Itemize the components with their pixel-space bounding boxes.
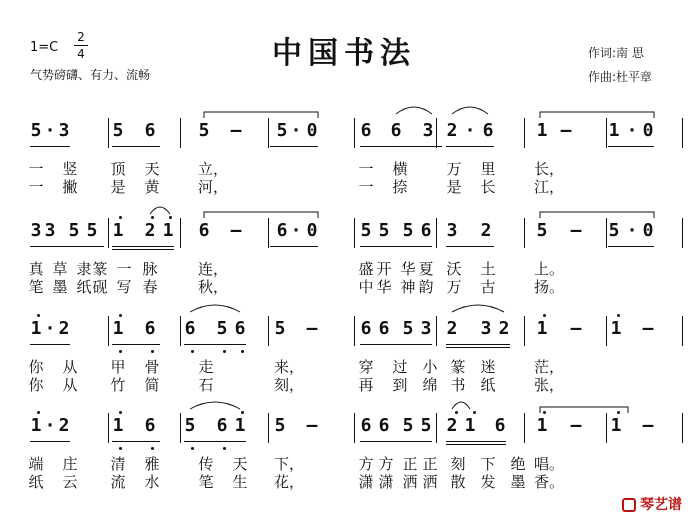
note: 1 [464, 415, 476, 436]
octave-dot-high [543, 314, 546, 317]
note: 2 [446, 120, 458, 141]
lyric-syllable: 小 [422, 358, 438, 376]
note: · [626, 220, 638, 241]
note: 2 [58, 415, 70, 436]
note: · [44, 415, 56, 436]
barline [268, 413, 269, 443]
note: 5 [274, 318, 286, 339]
beam-underline [360, 246, 432, 247]
note: 6 [198, 220, 210, 241]
note: 5 [420, 415, 432, 436]
lyric-syllable: 纸 [28, 473, 44, 491]
octave-dot-high [119, 216, 122, 219]
phrase-bracket [540, 112, 654, 118]
lyric-syllable: 唱。 [534, 455, 565, 473]
lyric-syllable: 潇 [358, 473, 374, 491]
note: – [642, 318, 654, 339]
song-title: 中国书法 [272, 36, 416, 71]
lyric-syllable: 横 [392, 160, 408, 178]
slur-arc [190, 402, 240, 409]
lyric-syllable: 方 [358, 455, 374, 473]
note: 6 [360, 415, 372, 436]
beam-underline [446, 444, 506, 445]
lyric-syllable: 正 [422, 455, 438, 473]
note: 1 [30, 415, 42, 436]
lyric-syllable: 再 [358, 376, 374, 394]
lyric-syllable: 发 [480, 473, 496, 491]
note: – [570, 415, 582, 436]
beam-underline [446, 347, 510, 348]
note: – [570, 220, 582, 241]
lyric-syllable: 韵 [418, 278, 434, 296]
lyric-syllable: 下 [480, 455, 496, 473]
lyric-syllable: 简 [144, 376, 160, 394]
lyric-syllable: 来， [274, 358, 305, 376]
phrase-bracket [540, 407, 628, 413]
note: 6 [378, 415, 390, 436]
barline [436, 316, 437, 346]
beam-underline [608, 146, 654, 147]
note: 2 [58, 318, 70, 339]
note: 5 [30, 120, 42, 141]
note: 5 [402, 318, 414, 339]
octave-dot-high [543, 411, 546, 414]
lyric-syllable: 传 [198, 455, 214, 473]
phrase-bracket [204, 212, 318, 218]
note: – [570, 318, 582, 339]
lyric-syllable: 迷 [480, 358, 496, 376]
lyric-syllable: 沃 [446, 260, 462, 278]
lyric-syllable: 草 [52, 260, 68, 278]
lyric-syllable: 绝 [510, 455, 526, 473]
octave-dot-low [223, 447, 226, 450]
lyric-syllable: 华 [376, 278, 392, 296]
note: 6 [420, 220, 432, 241]
lyric-syllable: 一 [28, 160, 44, 178]
octave-dot-high [617, 411, 620, 414]
note: 6 [482, 120, 494, 141]
octave-dot-low [241, 350, 244, 353]
lyric-syllable: 方 [378, 455, 394, 473]
lyric-syllable: 隶 [76, 260, 92, 278]
lyric-syllable: 流 [110, 473, 126, 491]
lyric-syllable: 华 [400, 260, 416, 278]
lyric-syllable: 万 [446, 160, 462, 178]
lyric-syllable: 洒 [402, 473, 418, 491]
lyric-syllable: 云 [62, 473, 78, 491]
composer-credit: 作曲:杜平章 [588, 70, 653, 84]
note: 6 [276, 220, 288, 241]
beam-underline [270, 146, 318, 147]
note: 3 [58, 120, 70, 141]
lyric-syllable: 脉 [142, 260, 158, 278]
note: 6 [144, 415, 156, 436]
lyric-syllable: 撇 [62, 178, 78, 196]
lyric-syllable: 生 [232, 473, 248, 491]
octave-dot-low [223, 350, 226, 353]
lyric-syllable: 春 [142, 278, 158, 296]
barline [180, 413, 181, 443]
note: – [560, 120, 572, 141]
lyric-syllable: 刻， [274, 376, 305, 394]
lyric-syllable: 神 [400, 278, 416, 296]
note: · [626, 120, 638, 141]
note: 6 [494, 415, 506, 436]
slur-arc [452, 107, 488, 114]
lyric-syllable: 一 [358, 160, 374, 178]
octave-dot-high [455, 411, 458, 414]
beam-underline [112, 146, 160, 147]
note: 5 [378, 220, 390, 241]
note: – [306, 415, 318, 436]
barline [606, 118, 607, 148]
barline [524, 118, 525, 148]
note: 0 [306, 220, 318, 241]
note: · [464, 120, 476, 141]
barline [436, 218, 437, 248]
beam-underline [446, 146, 494, 147]
note: 6 [390, 120, 402, 141]
lyric-syllable: 纸 [76, 278, 92, 296]
octave-dot-high [241, 411, 244, 414]
note: 1 [536, 318, 548, 339]
octave-dot-low [119, 350, 122, 353]
note: 1 [162, 220, 174, 241]
barline [354, 316, 355, 346]
beam-underline [30, 146, 70, 147]
note: 1 [610, 415, 622, 436]
lyric-syllable: 捺 [392, 178, 408, 196]
lyric-syllable: 篆 [450, 358, 466, 376]
note: 6 [144, 120, 156, 141]
barline [682, 316, 683, 346]
lyric-syllable: 盛 [358, 260, 374, 278]
beam-underline [360, 441, 432, 442]
barline [606, 218, 607, 248]
barline [108, 118, 109, 148]
lyric-syllable: 水 [144, 473, 160, 491]
note: 0 [306, 120, 318, 141]
note: 0 [642, 120, 654, 141]
lyric-syllable: 中 [358, 278, 374, 296]
barline [524, 413, 525, 443]
octave-dot-high [473, 411, 476, 414]
note: 2 [480, 220, 492, 241]
lyric-syllable: 刻 [450, 455, 466, 473]
barline [268, 316, 269, 346]
lyric-syllable: 下， [274, 455, 305, 473]
lyric-syllable: 从 [62, 376, 78, 394]
lyric-syllable: 书 [450, 376, 466, 394]
lyric-syllable: 从 [62, 358, 78, 376]
note: 5 [184, 415, 196, 436]
slur-arc [452, 305, 504, 312]
lyric-syllable: 长 [480, 178, 496, 196]
barline [180, 118, 181, 148]
lyric-syllable: 一 [28, 178, 44, 196]
lyric-syllable: 土 [480, 260, 496, 278]
note: 3 [420, 318, 432, 339]
lyric-syllable: 石 [198, 376, 214, 394]
lyric-syllable: 茫， [534, 358, 565, 376]
lyric-syllable: 古 [480, 278, 496, 296]
barline [268, 118, 269, 148]
beam-underline [360, 146, 442, 147]
barline [436, 118, 437, 148]
lyric-syllable: 笔 [28, 278, 44, 296]
lyric-syllable: 是 [110, 178, 126, 196]
barline [354, 413, 355, 443]
note: 1 [112, 220, 124, 241]
beam-underline [360, 344, 432, 345]
lyric-syllable: 开 [376, 260, 392, 278]
lyric-syllable: 砚 [92, 278, 108, 296]
note: 1 [536, 415, 548, 436]
octave-dot-high [119, 314, 122, 317]
beam-underline [446, 246, 494, 247]
barline [436, 413, 437, 443]
beam-underline [446, 441, 506, 442]
beam-underline [30, 441, 70, 442]
octave-dot-low [151, 350, 154, 353]
slur-arc [452, 402, 470, 409]
note: 3 [44, 220, 56, 241]
note: 1 [234, 415, 246, 436]
lyric-syllable: 长， [534, 160, 565, 178]
beam-underline [30, 246, 104, 247]
lyric-syllable: 扬。 [534, 278, 565, 296]
beam-underline [112, 441, 160, 442]
note: 1 [608, 120, 620, 141]
lyric-syllable: 潇 [378, 473, 394, 491]
note: 5 [216, 318, 228, 339]
lyric-syllable: 天 [144, 160, 160, 178]
lyric-syllable: 到 [392, 376, 408, 394]
note: 3 [30, 220, 42, 241]
note: – [306, 318, 318, 339]
lyric-syllable: 正 [402, 455, 418, 473]
note: · [290, 220, 302, 241]
lyric-syllable: 连， [198, 260, 229, 278]
note: 1 [112, 318, 124, 339]
note: 6 [234, 318, 246, 339]
barline [108, 413, 109, 443]
lyric-syllable: 纸 [480, 376, 496, 394]
note: 5 [608, 220, 620, 241]
note: 6 [360, 318, 372, 339]
barline [268, 218, 269, 248]
note: 5 [360, 220, 372, 241]
note: 2 [144, 220, 156, 241]
lyric-syllable: 竹 [110, 376, 126, 394]
octave-dot-low [119, 447, 122, 450]
note: 1 [610, 318, 622, 339]
lyric-syllable: 河， [198, 178, 229, 196]
lyric-syllable: 江， [534, 178, 565, 196]
note: 2 [446, 318, 458, 339]
note: – [230, 120, 242, 141]
note: 5 [112, 120, 124, 141]
lyric-syllable: 夏 [418, 260, 434, 278]
octave-dot-high [37, 411, 40, 414]
lyric-syllable: 张， [534, 376, 565, 394]
barline [354, 218, 355, 248]
octave-dot-high [169, 216, 172, 219]
note: 1 [112, 415, 124, 436]
lyricist-credit: 作词:南 思 [588, 46, 644, 60]
barline [606, 316, 607, 346]
beam-underline [184, 441, 246, 442]
lyric-syllable: 笔 [198, 473, 214, 491]
barline [682, 218, 683, 248]
note: 6 [184, 318, 196, 339]
slur-arc [190, 305, 240, 312]
lyric-syllable: 雅 [144, 455, 160, 473]
octave-dot-low [191, 350, 194, 353]
lyric-syllable: 是 [446, 178, 462, 196]
beam-underline [270, 246, 318, 247]
key-signature: 1=C [30, 40, 59, 55]
beam-underline [112, 249, 174, 250]
phrase-bracket [204, 112, 318, 118]
octave-dot-high [617, 314, 620, 317]
lyric-syllable: 篆 [92, 260, 108, 278]
octave-dot-low [151, 447, 154, 450]
octave-dot-low [191, 447, 194, 450]
note: 2 [498, 318, 510, 339]
note: 3 [422, 120, 434, 141]
lyric-syllable: 上。 [534, 260, 565, 278]
lyric-syllable: 真 [28, 260, 44, 278]
beam-underline [112, 344, 160, 345]
lyric-syllable: 花， [274, 473, 305, 491]
slur-arc [396, 107, 432, 114]
note: – [642, 415, 654, 436]
lyric-syllable: 你 [28, 358, 44, 376]
lyric-syllable: 你 [28, 376, 44, 394]
lyric-syllable: 穿 [358, 358, 374, 376]
lyric-syllable: 竖 [62, 160, 78, 178]
note: 5 [274, 415, 286, 436]
tempo-mood: 气势磅礴、有力、流畅 [30, 68, 151, 82]
barline [524, 316, 525, 346]
note: 5 [402, 220, 414, 241]
note: 3 [446, 220, 458, 241]
barline [180, 218, 181, 248]
barline [682, 413, 683, 443]
lyric-syllable: 万 [446, 278, 462, 296]
lyric-syllable: 清 [110, 455, 126, 473]
lyric-syllable: 一 [116, 260, 132, 278]
barline [108, 316, 109, 346]
note: 5 [402, 415, 414, 436]
note: · [44, 318, 56, 339]
lyric-syllable: 墨 [510, 473, 526, 491]
lyric-syllable: 秋， [198, 278, 229, 296]
note: 6 [144, 318, 156, 339]
lyric-syllable: 庄 [62, 455, 78, 473]
octave-dot-high [151, 216, 154, 219]
lyric-syllable: 里 [480, 160, 496, 178]
lyric-syllable: 写 [116, 278, 132, 296]
beam-underline [112, 246, 174, 247]
note: · [290, 120, 302, 141]
note: 5 [68, 220, 80, 241]
note: – [230, 220, 242, 241]
time-signature: 2 4 [74, 30, 88, 61]
note: 1 [536, 120, 548, 141]
note: 1 [30, 318, 42, 339]
lyric-syllable: 黄 [144, 178, 160, 196]
lyric-syllable: 香。 [534, 473, 565, 491]
note: · [44, 120, 56, 141]
beam-underline [30, 344, 70, 345]
barline [524, 218, 525, 248]
octave-dot-high [37, 314, 40, 317]
note: 5 [86, 220, 98, 241]
beam-underline [184, 344, 246, 345]
barline [682, 118, 683, 148]
lyric-syllable: 端 [28, 455, 44, 473]
lyric-syllable: 骨 [144, 358, 160, 376]
barline [180, 316, 181, 346]
note: 5 [198, 120, 210, 141]
note: 0 [642, 220, 654, 241]
barline [108, 218, 109, 248]
note: 6 [360, 120, 372, 141]
lyric-syllable: 墨 [52, 278, 68, 296]
lyric-syllable: 一 [358, 178, 374, 196]
lyric-syllable: 过 [392, 358, 408, 376]
octave-dot-high [119, 411, 122, 414]
lyric-syllable: 立， [198, 160, 229, 178]
note: 5 [536, 220, 548, 241]
lyric-syllable: 散 [450, 473, 466, 491]
watermark-logo: 琴艺谱 [622, 494, 682, 514]
lyric-syllable: 甲 [110, 358, 126, 376]
lyric-syllable: 洒 [422, 473, 438, 491]
note: 2 [446, 415, 458, 436]
slur-arc [150, 207, 170, 214]
lyric-syllable: 顶 [110, 160, 126, 178]
phrase-bracket [540, 212, 654, 218]
note: 5 [276, 120, 288, 141]
barline [606, 413, 607, 443]
beam-underline [446, 344, 510, 345]
barline [354, 118, 355, 148]
note: 3 [480, 318, 492, 339]
note: 6 [378, 318, 390, 339]
lyric-syllable: 走 [198, 358, 214, 376]
note: 6 [216, 415, 228, 436]
beam-underline [608, 246, 654, 247]
lyric-syllable: 绵 [422, 376, 438, 394]
lyric-syllable: 天 [232, 455, 248, 473]
